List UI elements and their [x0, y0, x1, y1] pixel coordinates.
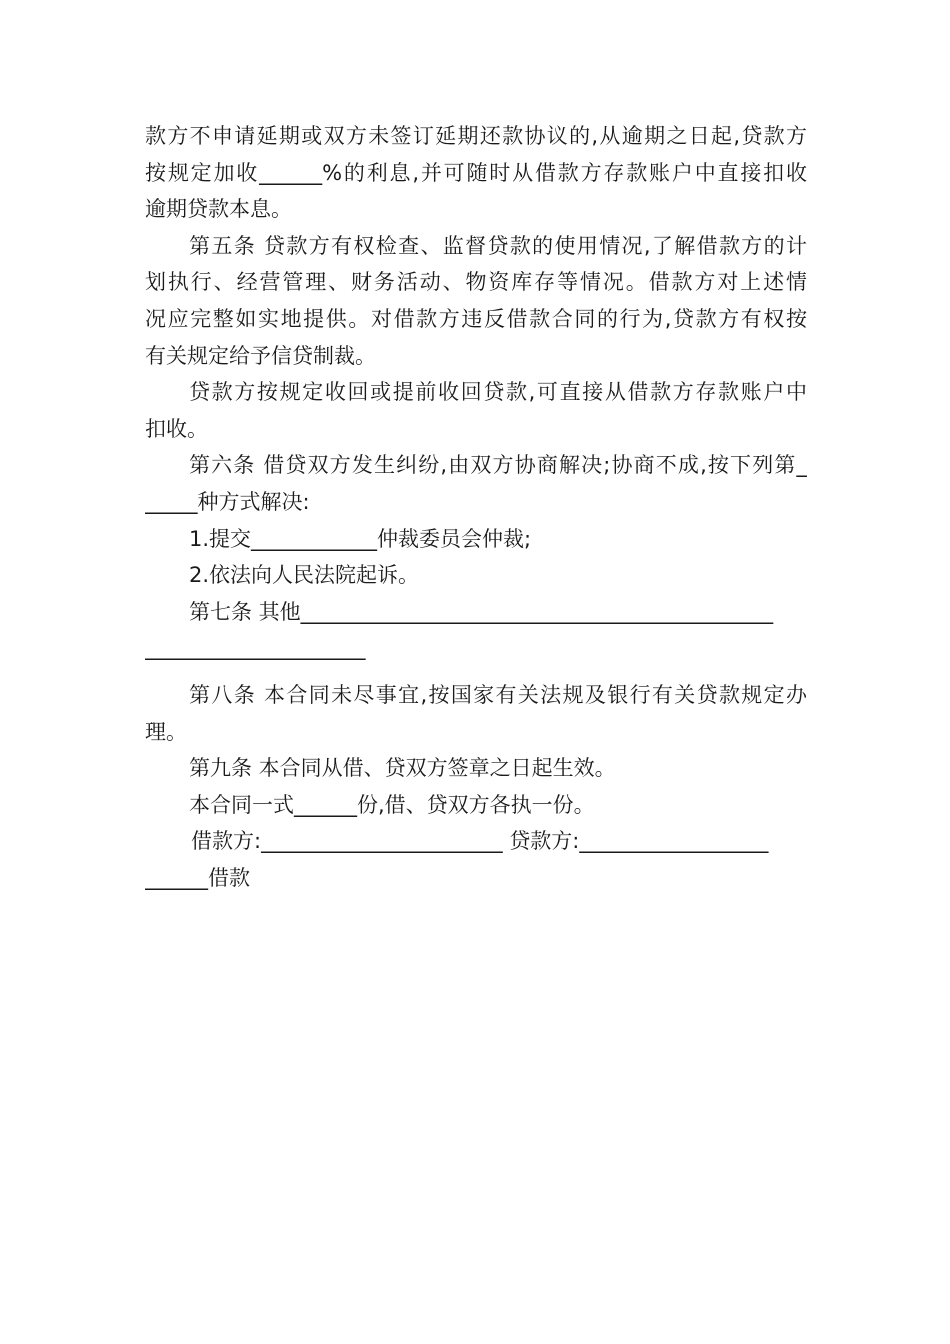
text-line: 逾期贷款本息。	[145, 197, 292, 222]
text-line: _____种方式解决:	[145, 489, 310, 514]
signature-line: 借款方:_______________________ 贷款方:__________________	[191, 829, 769, 854]
article-5-heading-line: 第五条 贷款方有权检查、监督贷款的使用情况,了解借款方的计	[189, 233, 807, 258]
text-line: 按规定加收______%的利息,并可随时从借款方存款账户中直接扣收	[145, 160, 807, 185]
text-line: 扣收。	[145, 416, 208, 441]
option-1-line: 1.提交____________仲裁委员会仲裁;	[189, 526, 532, 551]
text-line: 划执行、经营管理、财务活动、物资库存等情况。借款方对上述情	[145, 270, 807, 295]
text-line: 理。	[145, 719, 187, 744]
text-line: _____________________	[145, 636, 366, 661]
article-7-heading-line: 第七条 其他_____________________________________________	[189, 599, 774, 624]
text-line: 款方不申请延期或双方未签订延期还款协议的,从逾期之日起,贷款方	[145, 124, 807, 148]
text-line: ______借款	[145, 865, 250, 890]
option-2-line: 2.依法向人民法院起诉。	[189, 563, 420, 588]
article-6-heading-line: 第六条 借贷双方发生纠纷,由双方协商解决;协商不成,按下列第_	[189, 453, 807, 478]
contract-body	[145, 118, 807, 896]
copies-line: 本合同一式______份,借、贷双方各执一份。	[189, 792, 595, 817]
paragraph-start-line: 贷款方按规定收回或提前收回贷款,可直接从借款方存款账户中	[189, 380, 807, 405]
article-8-heading-line: 第八条 本合同未尽事宜,按国家有关法规及银行有关贷款规定办	[189, 682, 807, 707]
article-9-heading-line: 第九条 本合同从借、贷双方签章之日起生效。	[189, 756, 616, 781]
text-line: 有关规定给予信贷制裁。	[145, 343, 376, 368]
text-line: 况应完整如实地提供。对借款方违反借款合同的行为,贷款方有权按	[145, 306, 807, 331]
